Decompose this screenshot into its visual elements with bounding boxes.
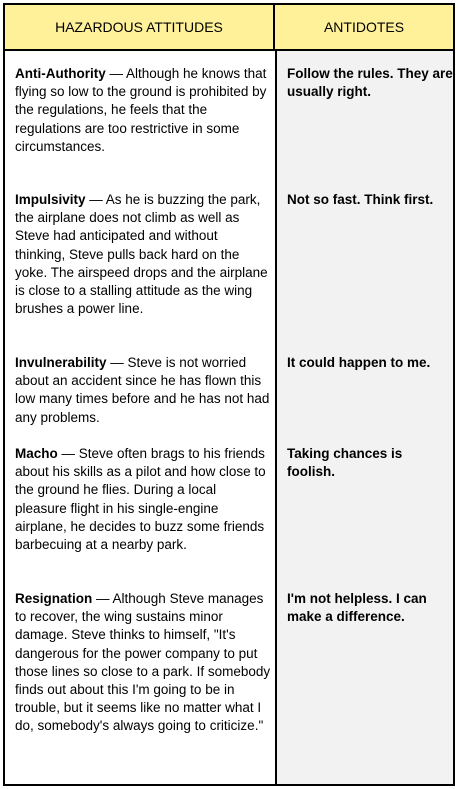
attitude-cell [15, 354, 271, 427]
attitude-description: — Although Steve manages to recover, the wing sustains minor damage. Steve thinks to himself, "It's dangerous for the power company to put those lines so close to a park. If somebody finds out about this I'm going to be in trouble, but it seems like no matter what I do, somebody's always going to criticize." [15, 591, 271, 734]
attitude-term: Invulnerability [15, 355, 107, 370]
antidote-cell: Not so fast. Think first. [287, 192, 434, 207]
attitude-term: Macho [15, 446, 58, 461]
antidote-cell: Follow the rules. They are usually right. [287, 66, 453, 100]
attitude-term: Resignation [15, 591, 93, 606]
attitude-cell [15, 65, 271, 156]
attitude-term: Anti-Authority [15, 66, 106, 81]
header-antidotes: ANTIDOTES [323, 19, 405, 35]
attitude-description: — Steve is not worried about an accident since he has flown this low many times before and he has not had any problems. [15, 355, 270, 425]
header-hazardous-attitudes: HAZARDOUS ATTITUDES [5, 5, 275, 49]
attitude-cell [15, 191, 271, 318]
table-body [5, 51, 453, 784]
attitude-description: — Although he knows that flying so low to the ground is prohibited by the regulations, he feels that the regulations are too restrictive in some circumstances. [15, 66, 267, 154]
attitude-description: — Steve often brags to his friends about his skills as a pilot and how close to the ground he flies. During a local pleasure flight in his single-engine airplane, he decides to buzz some friends barbecuing at a nearby park. [15, 446, 266, 553]
antidote-cell: It could happen to me. [287, 355, 431, 370]
antidote-cell: I'm not helpless. I can make a difference. [287, 591, 427, 625]
table-header [5, 5, 453, 51]
attitude-description: — As he is buzzing the park, the airplane does not climb as well as Steve had anticipated and without thinking, Steve pulls back hard on the yoke. The airspeed drops and the airplane is close to a stalling attitude as the wing brushes a power line. [15, 192, 268, 317]
attitude-term: Impulsivity [15, 192, 86, 207]
attitude-cell [15, 445, 271, 554]
antidotes-column-background [275, 51, 453, 784]
hazardous-attitudes-table [3, 3, 455, 786]
antidote-cell: Taking chances is foolish. [287, 446, 403, 480]
attitude-cell [15, 590, 271, 736]
